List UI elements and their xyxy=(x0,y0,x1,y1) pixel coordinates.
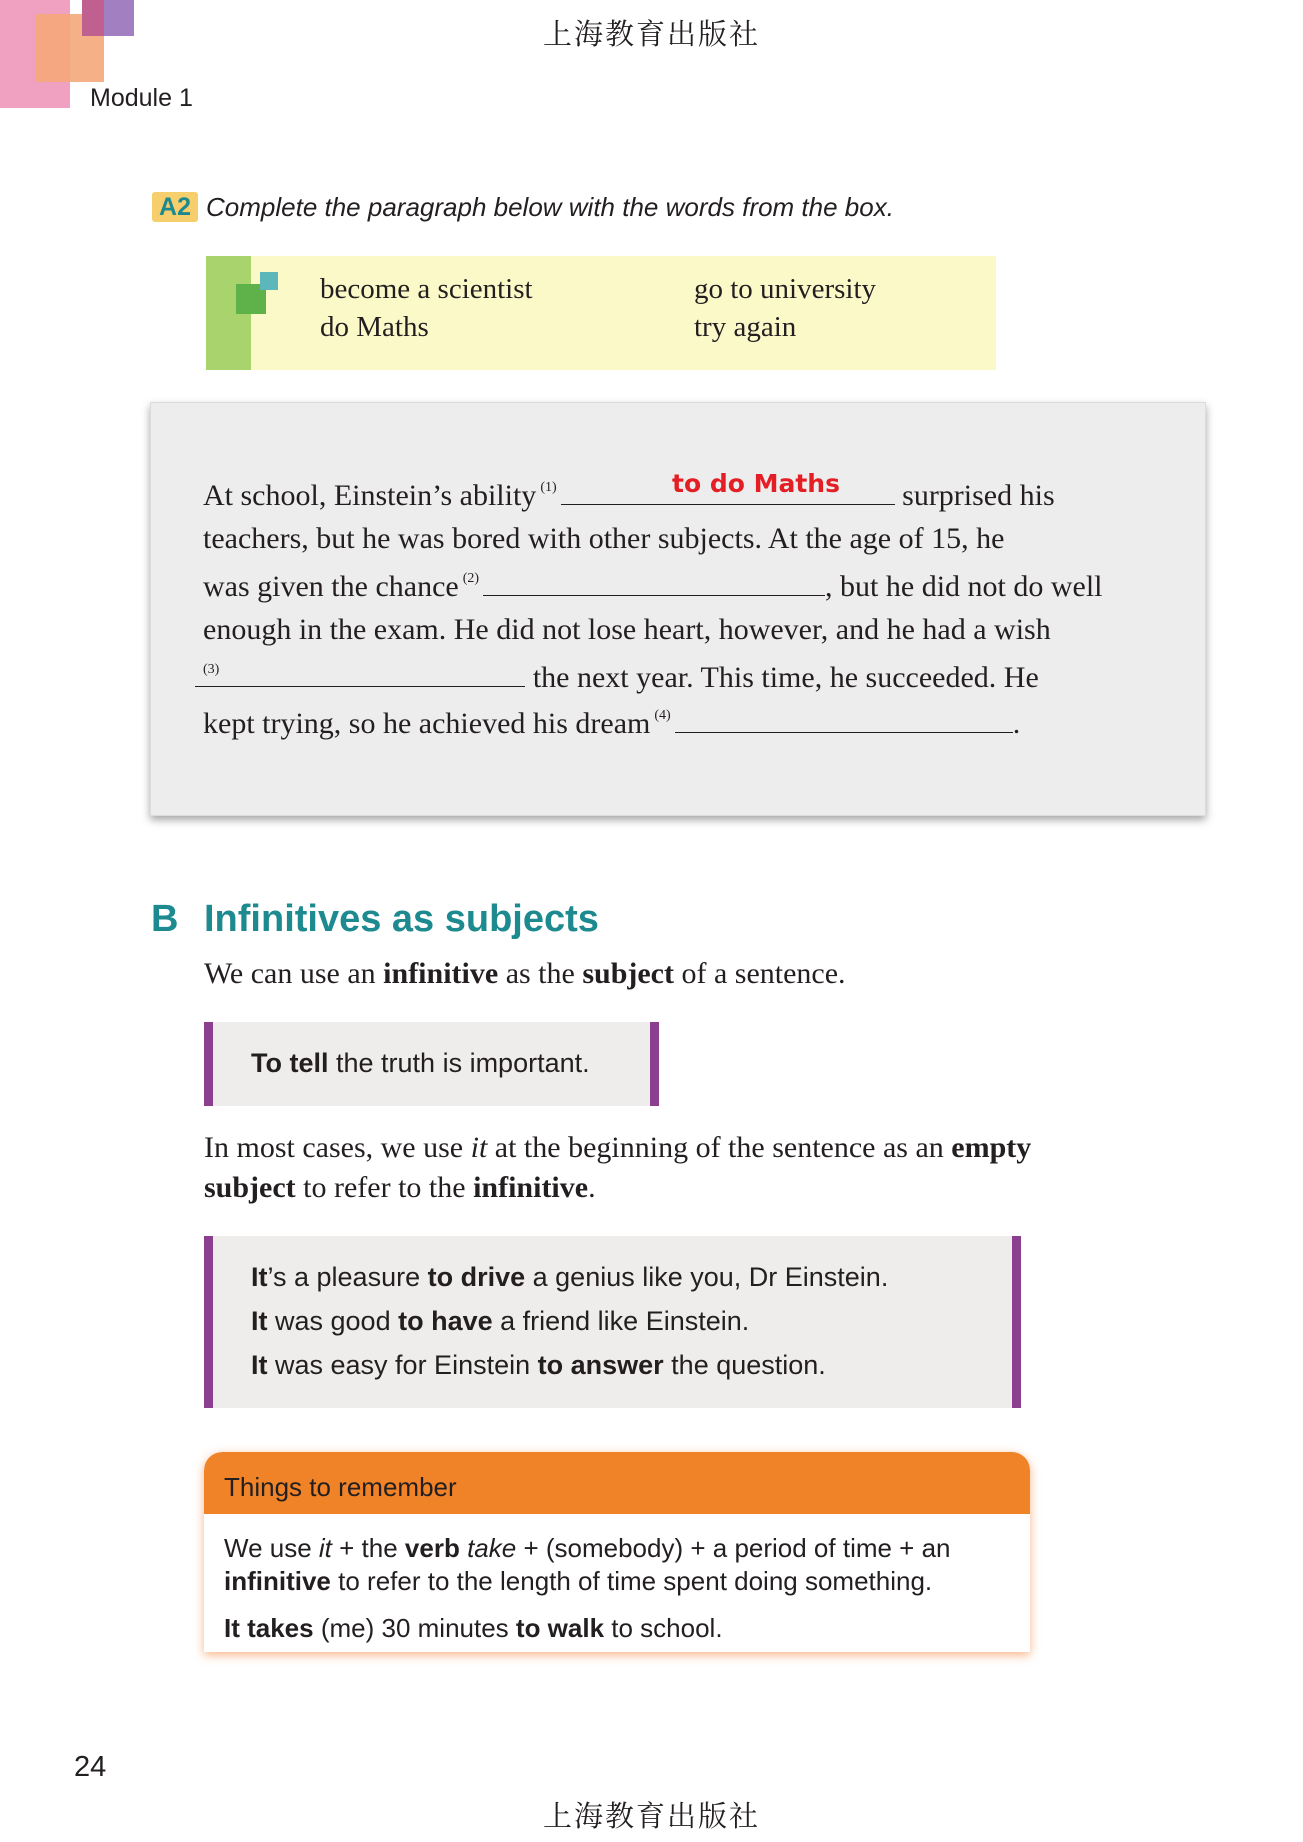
blank-number: (1) xyxy=(540,480,557,495)
paragraph-text: , but he did not do well xyxy=(825,570,1103,603)
paragraph-text: kept trying, so he achieved his dream xyxy=(203,707,651,740)
example-box xyxy=(204,1022,659,1106)
page-number: 24 xyxy=(74,1751,107,1783)
handwritten-answer-1: to do Maths xyxy=(672,469,840,498)
word-option: become a scientist xyxy=(320,273,533,305)
word-option: do Maths xyxy=(320,311,429,343)
answer-blank-4[interactable] xyxy=(675,704,1013,733)
paragraph-text: . xyxy=(1012,707,1021,740)
example-sentence: It was good to have a friend like Einstein. xyxy=(251,1306,750,1336)
remember-title: Things to remember xyxy=(224,1472,457,1502)
answer-blank-3[interactable] xyxy=(195,658,525,687)
paragraph-text: surprised his xyxy=(902,479,1055,512)
section-letter: B xyxy=(151,898,179,940)
blank-number: (2) xyxy=(462,571,480,586)
module-label: Module 1 xyxy=(90,84,193,112)
exercise-instruction: Complete the paragraph below with the words from the box. xyxy=(206,192,894,222)
paragraph-text: was given the chance xyxy=(203,570,459,603)
remember-example: It takes (me) 30 minutes to walk to school. xyxy=(224,1613,723,1643)
paragraph-line: enough in the exam. He did not lose heart, however, and he had a wish xyxy=(203,613,1051,646)
word-option: try again xyxy=(694,311,797,343)
remember-rule-line: infinitive to refer to the length of time spent doing something. xyxy=(224,1566,933,1596)
example-sentence: It was easy for Einstein to answer the question. xyxy=(251,1350,826,1380)
remember-header xyxy=(204,1452,1030,1514)
word-option: go to university xyxy=(694,273,877,305)
paragraph-line xyxy=(203,476,1055,519)
publisher-footer: 上海教育出版社 xyxy=(542,1799,760,1833)
paragraph-line xyxy=(203,567,1103,610)
answer-blank-2[interactable] xyxy=(483,567,825,596)
paragraph-text: the next year. This time, he succeeded. He xyxy=(532,661,1039,694)
example-box xyxy=(204,1236,1021,1408)
word-box xyxy=(206,256,996,370)
paragraph-line xyxy=(203,704,1020,747)
paragraph-line: teachers, but he was bored with other subjects. At the age of 15, he xyxy=(203,522,1005,555)
paragraph-line xyxy=(203,658,1039,701)
publisher-header: 上海教育出版社 xyxy=(542,17,760,51)
paragraph-text: At school, Einstein’s ability xyxy=(203,479,537,512)
example-sentence: To tell the truth is important. xyxy=(251,1048,590,1078)
intro-text: We can use an infinitive as the subject of a sentence. xyxy=(204,957,846,990)
explanation-text: In most cases, we use it at the beginning of the sentence as an empty subject to refer to the infinitive. xyxy=(204,1131,1032,1204)
example-sentence: It’s a pleasure to drive a genius like you, Dr Einstein. xyxy=(251,1262,889,1292)
blank-number: (3) xyxy=(203,662,220,677)
square-icon xyxy=(260,272,278,290)
exercise-badge: A2 xyxy=(152,192,198,222)
section-title: Infinitives as subjects xyxy=(204,898,599,940)
remember-rule-line: We use it + the verb take + (somebody) + a period of time + an xyxy=(224,1533,951,1563)
things-to-remember-box xyxy=(204,1452,1030,1652)
blank-number: (4) xyxy=(654,708,671,723)
